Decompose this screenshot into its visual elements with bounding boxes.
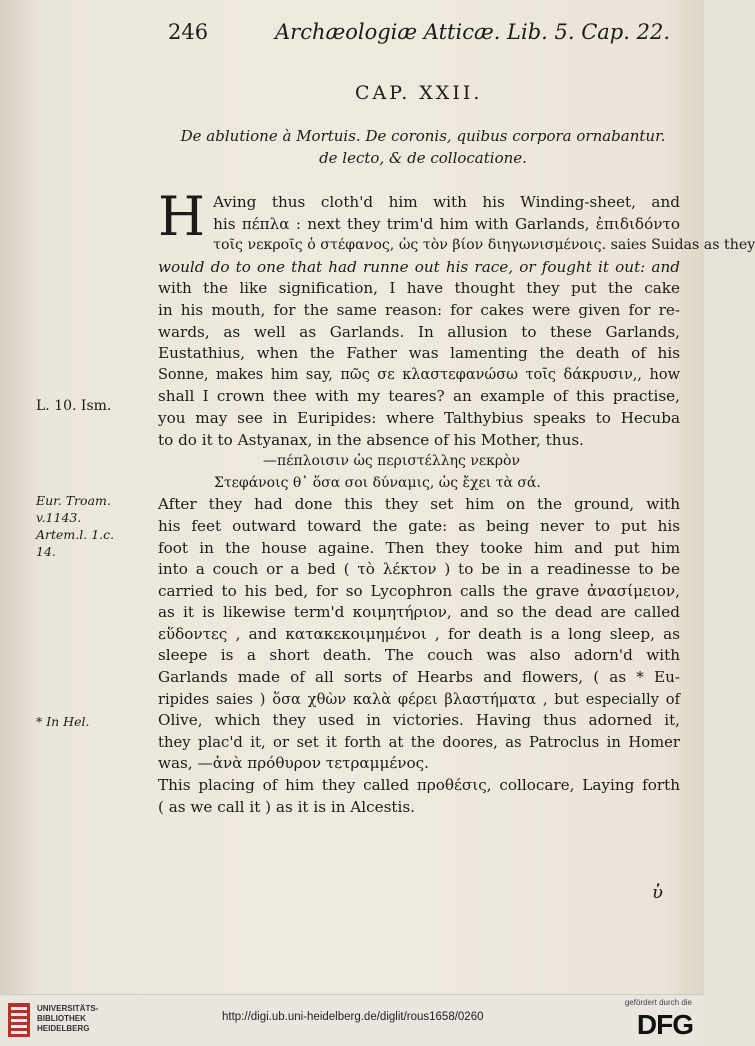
text-line: in his mouth, for the same reason: for cakes were given for re- [158,300,680,319]
funded-by-label: gefördert durch die [624,998,692,1007]
text-line: Eustathius, when the Father was lamenting the death of his [158,344,680,363]
text-line: εὕδοντες , and κατακεκοιμημένοι , for death is a long sleep, as [158,624,680,643]
viewer-footer [0,994,704,1046]
text-line: would do to one that had runne out his race, or fought it out: and [158,257,680,276]
text-line: carried to his bed, for so Lycophron calls the grave ἀνασίμειον, [158,581,680,600]
dfg-logo: DFG [636,1009,693,1040]
running-head [168,20,670,44]
text-line: his feet outward toward the gate: as being never to put his [158,516,680,535]
library-name-line: UNIVERSITÄTS- [37,1004,99,1013]
text-line: they plac'd it, or set it forth at the doores, as Patroclus in Homer [158,733,680,751]
text-line: ripides saies ) ὅσα χθὼν καλὰ φέρει βλαστήματα , but especially of [158,690,680,708]
margin-note-line: Artem.l. 1.c. [36,527,115,542]
margin-note [36,492,114,560]
text-line: Garlands made of all sorts of Hearbs and flowers, ( as * Eu- [158,668,680,687]
chapter-title: CAP. XXII. [355,82,483,104]
body-text [158,185,755,818]
text-line: wards, as well as Garlands. In allusion to these Garlands, [158,322,680,341]
text-line: foot in the house againe. Then they tooke him and put him [158,538,680,557]
subtitle-line: de lecto, & de collocatione. [319,149,527,167]
text-line: to do it to Astyanax, in the absence of his Mother, thus. [158,430,584,449]
text-line: ( as we call it ) as it is in Alcestis. [158,797,415,816]
greek-quote-line: —πέπλοισιν ὡς περιστέλλης νεκρὸν [263,453,520,470]
chapter-subtitle [168,125,678,169]
text-line: τοῖς νεκροῖς ὁ στέφανος, ὡς τὸν βίον διηγωνισμένοις. saies Suidas as they [213,237,755,254]
text-line: sleepe is a short death. The couch was also adorn'd with [158,646,680,665]
text-line: with the like signification, I have thought they put the cake [158,279,680,298]
library-logo-icon [8,1003,30,1037]
library-name-line: HEIDELBERG [37,1024,90,1033]
margin-note-line: Eur. Troam. [36,493,111,508]
text-line: Aving thus cloth'd him with his Winding-sheet, and [213,193,680,211]
running-title: Archæologiæ Atticæ. Lib. 5. Cap. 22. [275,20,670,44]
margin-note: L. 10. Ism. [36,398,112,414]
permalink[interactable]: http://digi.ub.uni-heidelberg.de/diglit/rous1658/0260 [222,1011,484,1023]
library-name-line: BIBLIOTHEK [37,1014,86,1023]
margin-note: * In Hel. [36,714,90,729]
text-line: was, —ἀνὰ πρόθυρον τετραμμένος. [158,754,430,773]
subtitle-line: De ablutione à Mortuis. De coronis, quibus corpora ornabantur. [180,127,666,145]
text-line: his πέπλα : next they trim'd him with Garlands, ἐπιδιδόντο [213,214,680,233]
margin-note-line: 14. [36,544,56,559]
catchword: ὑ [652,882,663,903]
text-line: you may see in Euripides: where Talthybius speaks to Hecuba [158,408,680,427]
library-name [37,1004,98,1034]
text-line: Sonne, makes him say, πῶς σε κλαστεφανώσω τοῖς δάκρυσιν,, how [158,366,680,383]
text-line: shall I crown thee with my teares? an example of this practise, [158,387,680,406]
margin-note-line: v.1143. [36,510,82,525]
text-line: as it is likewise term'd κοιμητήριον, and so the dead are called [158,603,680,622]
drop-cap: H [158,185,206,248]
text-line: Olive, which they used in victories. Having thus adorned it, [158,711,680,730]
page-number: 246 [168,20,209,44]
text-line: This placing of him they called προθέσις, collocare, Laying forth [158,776,680,795]
text-line: After they had done this they set him on the ground, with [158,495,680,514]
greek-quote-line: Στεφάνοις θ᾽ ὅσα σοι δύναμις, ὡς ἔχει τὰ σά. [214,474,541,491]
text-line: into a couch or a bed ( τὸ λέκτον ) to be in a readinesse to be [158,560,680,579]
